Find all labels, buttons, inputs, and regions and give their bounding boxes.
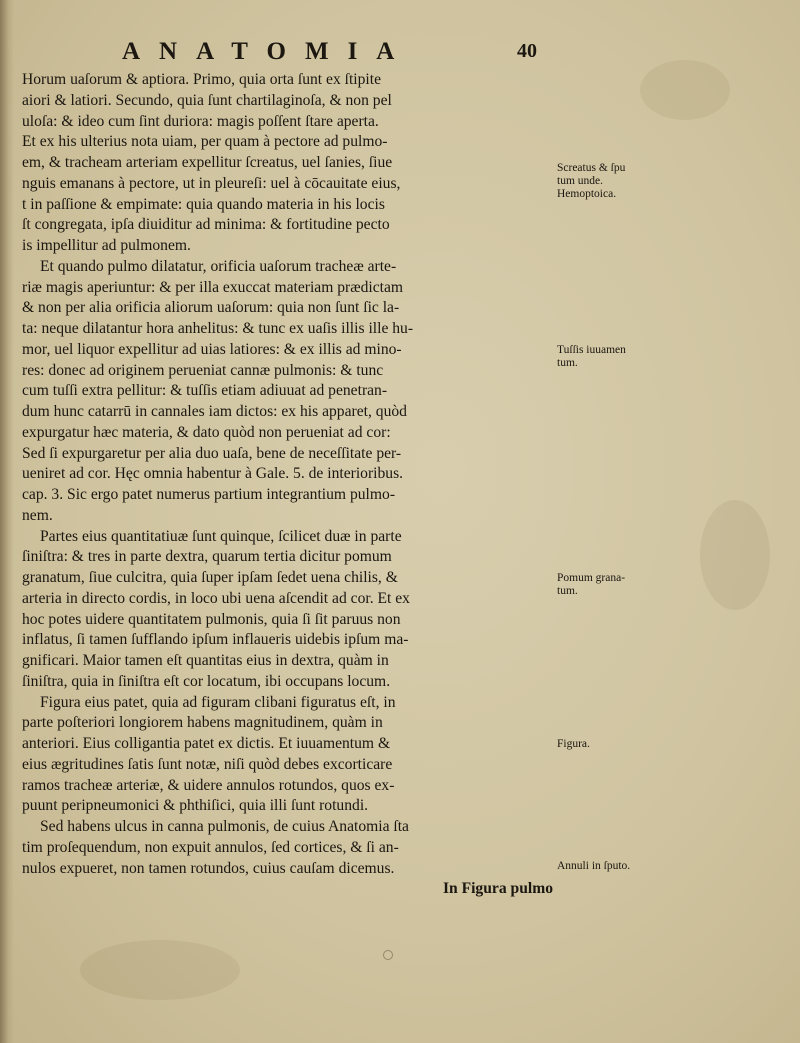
margin-note-line: Pomum grana- [557,572,626,584]
text-line: is impellitur ad pulmonem. [22,237,191,254]
text-line: uloſa: & ideo cum ſint duriora: magis poſſent ſtare aperta. [22,112,379,130]
text-line: ueniret ad cor. Hęc omnia habentur à Gale. 5. de interioribus. [22,465,404,483]
text-line: em, & tracheam arteriam expellitur ſcreatus, uel ſanies, ſiue [22,154,393,171]
text-line: anteriori. Eius colligantia patet ex dictis. Et iuuamentum & [22,735,391,752]
text-line: cap. 3. Sic ergo patet numerus partium integrantium pulmo- [22,486,396,503]
margin-note-line: tum unde. [557,175,603,187]
text-line: res: donec ad originem perueniat cannæ pulmonis: & tunc [22,361,384,379]
margin-note [557,344,677,370]
text-line: Partes eius quantitatiuæ ſunt quinque, ſcilicet duæ in parte [40,527,402,545]
text-line: mor, uel liquor expellitur ad uias latiores: & ex illis ad mino- [22,340,402,358]
page-header [0,38,800,68]
text-line: dum hunc catarrū in cannales iam dictos: ex his apparet, quòd [22,403,407,420]
text-line: inflatus, ſi tamen ſufflando ipſum inflaueris uidebis ipſum ma- [22,631,409,649]
body-text [22,70,557,900]
catchword: In Figura pulmo [442,880,553,898]
text-line: Et quando pulmo dilatatur, orificia uaſorum tracheæ arte- [40,257,397,275]
paper-stain [80,940,240,1000]
text-line: Figura eius patet, quia ad figuram clibani figuratus eſt, in [40,693,396,711]
page-gutter [0,0,14,1043]
text-line: ta: neque dilatantur hora anhelitus: & tunc ex uaſis illis ille hu- [22,320,414,337]
margin-note-line: Annuli in ſputo. [557,860,631,872]
text-line: Horum uaſorum & aptiora. Primo, quia orta ſunt ex ſtipite [22,71,382,88]
ink-dot [383,950,393,960]
margin-note [557,860,677,873]
text-line: nguis emanans à pectore, ut in pleureſi: uel à cōcauitate eius, [22,174,401,192]
text-line: & non per alia orificia aliorum uaſorum: quia non ſunt ſic la- [22,299,400,317]
paper-stain [640,60,730,120]
margin-note-line: Screatus & ſpu [557,162,626,174]
text-line: t in paſſione & empimate: quia quando materia in his locis [22,195,385,213]
margin-note-line: tum. [557,357,578,369]
margin-note-line: Hemoptoica. [557,188,617,200]
text-line: ramos tracheæ arteriæ, & uidere annulos rotundos, quos ex- [22,776,395,794]
text-line: tim proſequendum, non expuit annulos, ſed cortices, & ſi an- [22,838,399,856]
text-line: ſiniſtra: & tres in parte dextra, quarum tertia dicitur pomum [22,548,392,566]
text-line: aiori & latiori. Secundo, quia ſunt chartilaginoſa, & non pel [22,91,392,109]
text-line: nulos expueret, non tamen rotundos, cuius cauſam dicemus. [22,859,395,877]
text-line: nem. [22,506,53,524]
margin-note [557,572,677,598]
text-line: arteria in directo cordis, in loco ubi uena aſcendit ad cor. Et ex [22,589,410,607]
text-line: Sed habens ulcus in canna pulmonis, de cuius Anatomia ſta [40,818,409,835]
text-line: granatum, ſiue culcitra, quia ſuper ipſam ſedet uena chilis, & [22,569,398,586]
text-line: ſiniſtra, quia in ſiniſtra eſt cor locatum, ibi occupans locum. [22,672,391,690]
text-line: gnificari. Maior tamen eſt quantitas eius in dextra, quàm in [22,652,389,669]
margin-note-line: Tuſſis iuuamen [557,344,626,356]
text-line: cum tuſſi extra pellitur: & tuſſis etiam adiuuat ad penetran- [22,382,388,400]
folio-number: 40 [517,40,537,62]
paper-stain [700,500,770,610]
text-line: puunt peripneumonici & phthiſici, quia illi ſunt rotundi. [22,797,369,815]
running-head: ANATOMIA [122,38,414,65]
margin-note [557,162,677,201]
text-line: Sed ſi expurgaretur per alia duo uaſa, bene de neceſſitate per- [22,444,402,462]
text-line: expurgatur hæc materia, & dato quòd non perueniat ad cor: [22,423,391,441]
text-line: eius ægritudines ſatis ſunt notæ, niſi quòd debes excorticare [22,755,393,773]
margin-note [557,738,677,751]
margin-note-line: Figura. [557,738,590,750]
text-line: parte poſteriori longiorem habens magnitudinem, quàm in [22,714,383,732]
text-line: Et ex his ulterius nota uiam, per quam à pectore ad pulmo- [22,133,388,151]
text-line: ſt congregata, ipſa diuiditur ad minima: & fortitudine pecto [22,216,390,234]
text-line: hoc potes uidere quantitatem pulmonis, quia ſi ſit paruus non [22,610,401,628]
text-line: riæ magis aperiuntur: & per illa exuccat materiam prædictam [22,278,404,296]
margin-note-line: tum. [557,585,578,597]
